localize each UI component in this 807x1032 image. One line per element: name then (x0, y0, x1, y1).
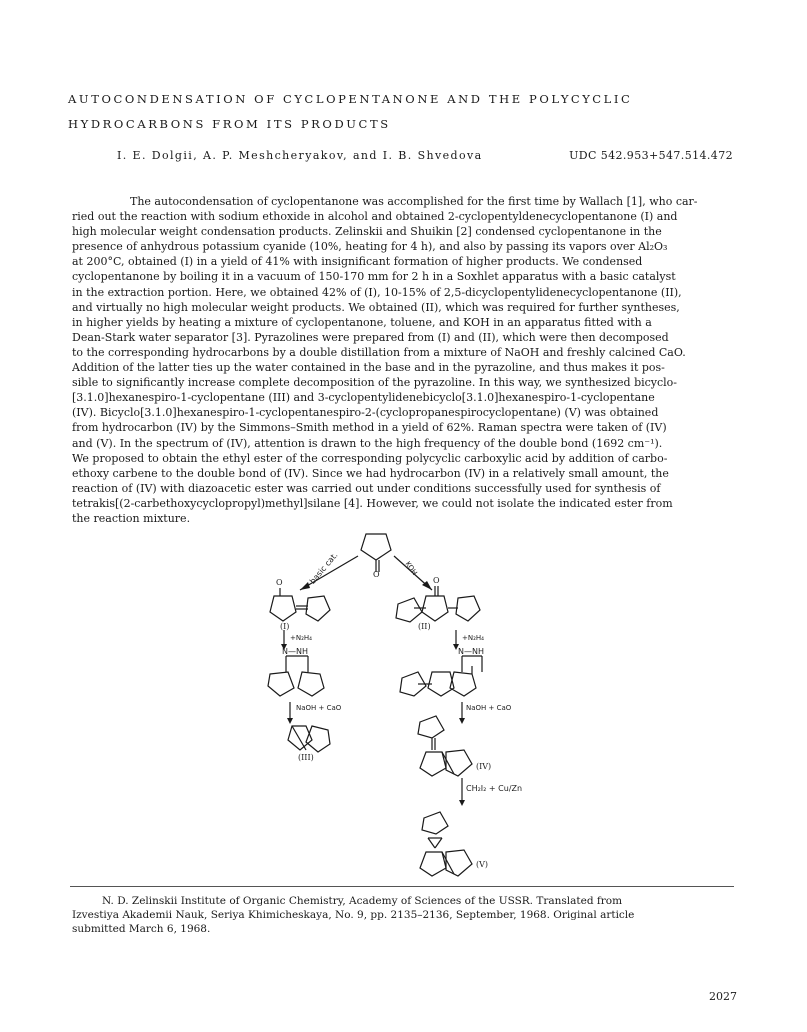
compound-V-structure (420, 812, 472, 876)
label-compound-III: (III) (298, 753, 314, 762)
body-line: from hydrocarbon (IV) by the Simmons–Smith method in a yield of 62%. Raman spectra were taken of (IV) (72, 421, 667, 435)
carbonyl-o-I: O (276, 578, 283, 587)
carbonyl-o-top: O (373, 570, 380, 579)
body-line: (IV). Bicyclo[3.1.0]hexanespiro-1-cyclopentanespiro-2-(cyclopropanespirocyclopentane) (V) was obtained (72, 406, 659, 420)
compound-III-structure (288, 726, 330, 752)
body-line: Addition of the latter ties up the water contained in the base and in the pyrazoline, and thus makes it pos- (72, 361, 665, 375)
footnote-line: N. D. Zelinskii Institute of Organic Chemistry, Academy of Sciences of the USSR. Translated from (102, 895, 623, 907)
body-line: Dean-Stark water separator [3]. Pyrazolines were prepared from (I) and (II), which were then decomposed (72, 330, 669, 344)
udc-code: UDC 542.953+547.514.472 (569, 149, 733, 162)
body-line: ried out the reaction with sodium ethoxide in alcohol and obtained 2-cyclopentyldenecyclopentanone (I) and (72, 210, 678, 224)
label-compound-IV: (IV) (476, 762, 492, 771)
footnote (72, 894, 740, 936)
footnote-line: Izvestiya Akademii Nauk, Seriya Khimicheskaya, No. 9, pp. 2135–2136, September, 1968. Original article (72, 909, 635, 921)
body-line: the reaction mixture. (72, 511, 191, 525)
footnote-line: submitted March 6, 1968. (72, 923, 211, 935)
body-line: sible to significantly increase complete decomposition of the pyrazoline. In this way, we synthesized bicyclo- (72, 376, 678, 390)
article-title-line-1: AUTOCONDENSATION OF CYCLOPENTANONE AND THE POLYCYCLIC (68, 92, 633, 106)
reagent-simmons-smith: CH₂I₂ + Cu/Zn (466, 784, 523, 793)
body-line: reaction of (IV) with diazoacetic ester was carried out under conditions successfully used for synthesis of (72, 481, 661, 495)
body-line: We proposed to obtain the ethyl ester of the corresponding polycyclic carboxylic acid by addition of carbo- (72, 451, 668, 465)
body-line: ethoxy carbene to the double bond of (IV). Since we had hydrocarbon (IV) in a relatively small amount, the (72, 466, 669, 480)
body-line: and (V). In the spectrum of (IV), attention is drawn to the high frequency of the double bond (1692 cm⁻¹). (72, 436, 663, 450)
body-line: to the corresponding hydrocarbons by a double distillation from a mixture of NaOH and freshly calcined CaO. (72, 345, 686, 359)
body-line: at 200°C, obtained (I) in a yield of 41% with insignificant formation of higher products. We condensed (72, 255, 643, 269)
author-list: I. E. Dolgii, A. P. Meshcheryakov, and I. B. Shvedova (117, 149, 483, 162)
body-line: The autocondensation of cyclopentanone was accomplished for the first time by Wallach [1], who car- (130, 195, 698, 208)
reagent-naoh-left: NaOH + CaO (296, 704, 342, 712)
label-compound-II: (II) (418, 622, 431, 631)
footnote-divider (70, 886, 734, 887)
compound-II-structure (396, 586, 480, 622)
body-line: presence of anhydrous potassium cyanide (10%, heating for 4 h), and also by passing its vapors over Al₂O₃ (72, 240, 668, 254)
reagent-n2h4-left: +N₂H₄ (290, 634, 312, 642)
pyrazoline-II-structure (400, 656, 482, 696)
article-title-line-2: HYDROCARBONS FROM ITS PRODUCTS (68, 117, 391, 131)
reagent-n2h4-right: +N₂H₄ (462, 634, 484, 642)
body-line: [3.1.0]hexanespiro-1-cyclopentane (III) and 3-cyclopentylidenebicyclo[3.1.0]hexanespiro-1-cyclopentane (72, 391, 655, 405)
nh-label-right: N—NH (458, 647, 484, 656)
carbonyl-o-II: O (433, 576, 440, 585)
cyclopentanone-structure (361, 534, 391, 572)
page-number: 2027 (709, 990, 737, 1003)
nh-label-left: N—NH (282, 647, 308, 656)
pyrazoline-I-structure (268, 656, 324, 696)
arrow-label-koh: KOH (403, 560, 419, 577)
body-line: in the extraction portion. Here, we obtained 42% of (I), 10-15% of 2,5-dicyclopentylidenecyclopentanone (II), (72, 285, 682, 299)
reaction-scheme (250, 526, 580, 888)
arrow-label-basic-cat: basic cat. (308, 550, 340, 586)
label-compound-I: (I) (280, 622, 290, 631)
body-line: in higher yields by heating a mixture of cyclopentanone, toluene, and KOH in an apparatus fitted with a (72, 315, 652, 329)
body-line: tetrakis[(2-carbethoxycyclopropyl)methyl]silane [4]. However, we could not isolate the indicated ester from (72, 496, 673, 510)
compound-I-structure (270, 588, 330, 621)
article-body (72, 194, 736, 526)
body-line: cyclopentanone by boiling it in a vacuum of 150-170 mm for 2 h in a Soxhlet apparatus with a basic catalyst (72, 270, 676, 284)
body-line: high molecular weight condensation products. Zelinskii and Shuikin [2] condensed cyclopentanone in the (72, 225, 662, 239)
reagent-naoh-right: NaOH + CaO (466, 704, 512, 712)
compound-IV-structure (418, 716, 472, 776)
label-compound-V: (V) (476, 860, 489, 869)
body-line: and virtually no high molecular weight products. We obtained (II), which was required for further syntheses, (72, 300, 680, 314)
